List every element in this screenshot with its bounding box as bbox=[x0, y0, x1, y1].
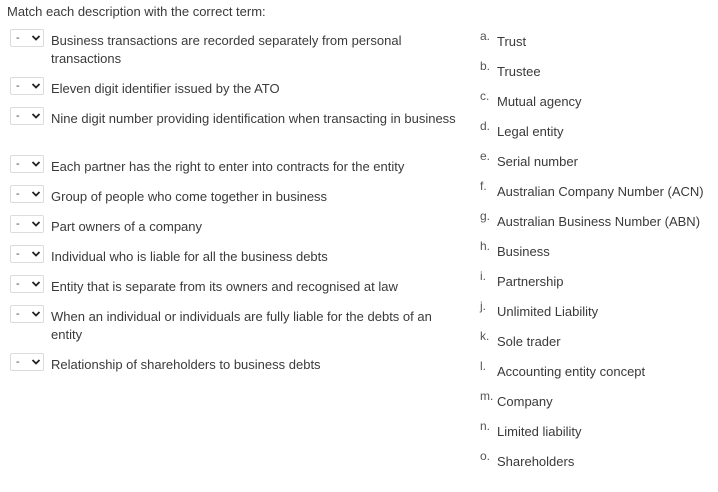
answer-text: Australian Business Number (ABN) bbox=[497, 214, 701, 229]
chevron-down-icon bbox=[31, 159, 41, 169]
answer-option bbox=[480, 59, 715, 85]
dropdown-value: - bbox=[16, 218, 20, 230]
answer-dropdown[interactable] bbox=[10, 353, 44, 371]
answer-option bbox=[480, 419, 715, 445]
answer-letter: k. bbox=[480, 329, 490, 343]
answer-text: Accounting entity concept bbox=[497, 364, 646, 379]
dropdown-value: - bbox=[16, 278, 20, 290]
answer-dropdown[interactable] bbox=[10, 107, 44, 125]
answer-option bbox=[480, 89, 715, 115]
chevron-down-icon bbox=[31, 279, 41, 289]
chevron-down-icon bbox=[31, 33, 41, 43]
dropdown-value: - bbox=[16, 80, 20, 92]
dropdown-value: - bbox=[16, 308, 20, 320]
question-text: Individual who is liable for all the business debts bbox=[51, 249, 328, 264]
answer-letter: d. bbox=[480, 119, 491, 133]
question-text: Nine digit number providing identification when transacting in business bbox=[51, 111, 456, 126]
dropdown-value: - bbox=[16, 32, 20, 44]
question-text: Part owners of a company bbox=[51, 219, 203, 234]
dropdown-value: - bbox=[16, 356, 20, 368]
chevron-down-icon bbox=[31, 357, 41, 367]
answer-letter: o. bbox=[480, 449, 491, 463]
answer-text: Australian Company Number (ACN) bbox=[497, 184, 704, 199]
answer-option bbox=[480, 329, 715, 355]
answer-option bbox=[480, 269, 715, 295]
answer-text: Partnership bbox=[497, 274, 564, 289]
answer-option bbox=[480, 149, 715, 175]
answer-text: Shareholders bbox=[497, 454, 575, 469]
answer-dropdown[interactable] bbox=[10, 185, 44, 203]
question-text: Each partner has the right to enter into contracts for the entity bbox=[51, 159, 405, 174]
question-text: Business transactions are recorded separately from personal transactions bbox=[51, 33, 402, 66]
answer-letter: i. bbox=[480, 269, 486, 283]
dropdown-value: - bbox=[16, 110, 20, 122]
question-text: Entity that is separate from its owners and recognised at law bbox=[51, 279, 398, 294]
answer-text: Unlimited Liability bbox=[497, 304, 599, 319]
question-text: When an individual or individuals are fully liable for the debts of an entity bbox=[51, 309, 432, 342]
answer-dropdown[interactable] bbox=[10, 155, 44, 173]
answer-dropdown[interactable] bbox=[10, 275, 44, 293]
answer-option bbox=[480, 299, 715, 325]
question-text: Relationship of shareholders to business debts bbox=[51, 357, 321, 372]
answer-option bbox=[480, 389, 715, 415]
answer-option bbox=[480, 449, 715, 475]
answer-text: Serial number bbox=[497, 154, 578, 169]
answer-letter: b. bbox=[480, 59, 491, 73]
answer-option bbox=[480, 119, 715, 145]
answer-dropdown[interactable] bbox=[10, 305, 44, 323]
answer-text: Company bbox=[497, 394, 553, 409]
answer-text: Trustee bbox=[497, 64, 541, 79]
chevron-down-icon bbox=[31, 249, 41, 259]
answer-text: Mutual agency bbox=[497, 94, 582, 109]
chevron-down-icon bbox=[31, 111, 41, 121]
answer-option bbox=[480, 179, 715, 205]
chevron-down-icon bbox=[31, 219, 41, 229]
answer-letter: e. bbox=[480, 149, 491, 163]
answer-text: Trust bbox=[497, 34, 527, 49]
answer-letter: c. bbox=[480, 89, 490, 103]
answer-text: Business bbox=[497, 244, 550, 259]
question-text: Group of people who come together in business bbox=[51, 189, 328, 204]
answer-dropdown[interactable] bbox=[10, 29, 44, 47]
answer-letter: h. bbox=[480, 239, 491, 253]
answer-option bbox=[480, 209, 715, 235]
answer-letter: j. bbox=[480, 299, 486, 313]
answer-text: Limited liability bbox=[497, 424, 582, 439]
answer-text: Legal entity bbox=[497, 124, 564, 139]
instruction-text: Match each description with the correct term: bbox=[7, 4, 266, 19]
dropdown-value: - bbox=[16, 248, 20, 260]
answer-letter: n. bbox=[480, 419, 491, 433]
answer-text: Sole trader bbox=[497, 334, 561, 349]
question-text: Eleven digit identifier issued by the ATO bbox=[51, 81, 280, 96]
chevron-down-icon bbox=[31, 189, 41, 199]
answer-option bbox=[480, 239, 715, 265]
answer-option bbox=[480, 29, 715, 55]
answer-letter: a. bbox=[480, 29, 491, 43]
answer-letter: m. bbox=[480, 389, 494, 403]
answer-dropdown[interactable] bbox=[10, 215, 44, 233]
answer-option bbox=[480, 359, 715, 385]
dropdown-value: - bbox=[16, 188, 20, 200]
answer-dropdown[interactable] bbox=[10, 245, 44, 263]
chevron-down-icon bbox=[31, 81, 41, 91]
answer-letter: g. bbox=[480, 209, 491, 223]
dropdown-value: - bbox=[16, 158, 20, 170]
answer-letter: f. bbox=[480, 179, 487, 193]
answer-letter: l. bbox=[480, 359, 486, 373]
chevron-down-icon bbox=[31, 309, 41, 319]
answer-dropdown[interactable] bbox=[10, 77, 44, 95]
